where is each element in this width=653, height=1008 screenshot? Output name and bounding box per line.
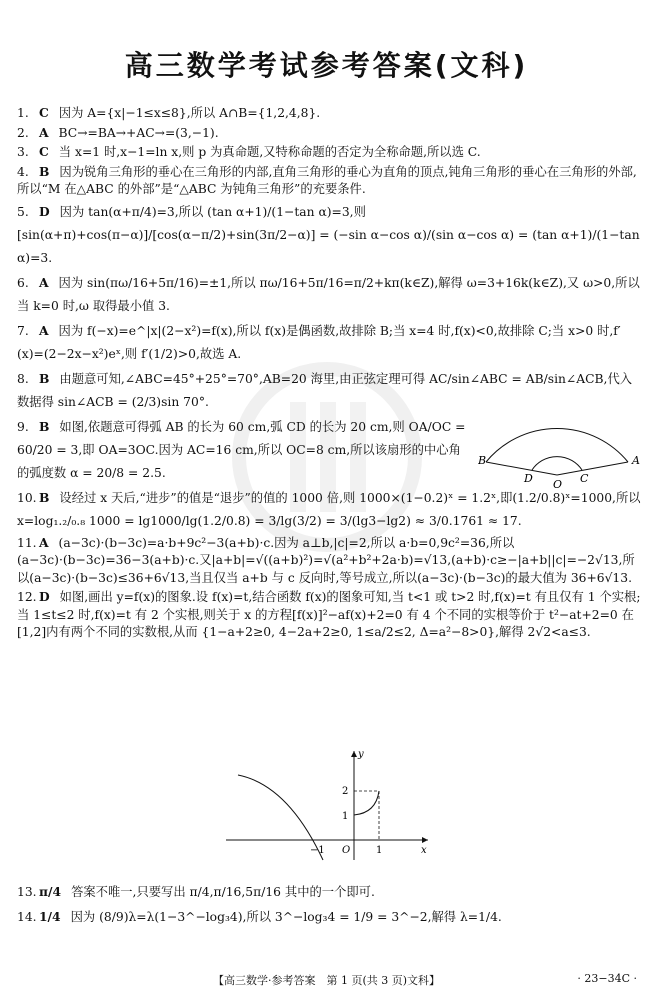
item-explanation: 当 x=1 时,x−1=ln x,则 p 为真命题,又特称命题的否定为全称命题,所以选 C. <box>58 145 481 159</box>
item-explanation: 答案不唯一,只要写出 π/4,π/16,5π/16 其中的一个即可. <box>71 885 375 899</box>
item-explanation: 设经过 x 天后,“进步”的值是“退步”的值的 1000 倍,则 1000×(1−0.2)ˣ = 1.2ˣ,即(1.2/0.8)ˣ=1000,所以 x=log₁.₂/₀.₈ 1000 = lg1000/lg(1.2/0.8) = 3/lg(3/2) = 3/(lg3−lg2) ≈ 3/0.1761 ≈ 17. <box>17 490 641 528</box>
item-number: 3. <box>17 145 29 159</box>
label-a: A <box>632 454 640 467</box>
answer-item-7 <box>17 319 642 366</box>
radius-oa <box>557 462 628 475</box>
item-explanation: 因为 tan(α+π/4)=3,所以 (tan α+1)/(1−tan α)=3,则 [sin(α+π)+cos(π−α)]/[cos(α−π/2)+sin(3π/2−α)] = (−sin α−cos α)/(sin α−cos α) = (tan α+1)/(1−tan α)=3. <box>17 204 640 265</box>
tick-2: 2 <box>342 786 349 797</box>
item-answer: π/4 <box>39 884 62 899</box>
label-b: B <box>478 454 487 467</box>
item-answer: A <box>39 322 49 338</box>
item-explanation: 如图,画出 y=f(x)的图象.设 f(x)=t,结合函数 f(x)的图象可知,当 t<1 或 t>2 时,f(x)=t 有且仅有 1 个实根;当 1≤t≤2 时,f(x)=t 有 2 个实根,则关于 x 的方程[f(x)]²−af(x)+2=0 有 4 个不同的实根等价于 t²−at+2=0 在[1,2]内有两个不同的实数根,从而 {1−a+2≥0, 4−2a+2≥0, 1≤a/2≤2, Δ=a²−8>0},解得 2√2<a≤3. <box>17 590 641 639</box>
item-answer: B <box>39 370 50 386</box>
answer-item-14 <box>17 905 642 929</box>
item-number: 1. <box>17 106 29 120</box>
arc-cd <box>532 457 582 470</box>
item-number: 4. <box>17 164 29 179</box>
item-number: 6. <box>17 275 29 290</box>
answer-list-fill <box>17 880 642 930</box>
answer-item-3 <box>17 143 642 162</box>
item-number: 8. <box>17 371 29 386</box>
answer-item-11 <box>17 534 642 588</box>
label-c: C <box>580 472 589 485</box>
curve-right <box>354 791 379 815</box>
item-number: 14. <box>17 910 37 924</box>
sector-figure <box>478 392 643 492</box>
item-explanation: 因为 A={x|−1≤x≤8},所以 A∩B={1,2,4,8}. <box>58 106 321 120</box>
item-answer: C <box>39 144 49 159</box>
item-explanation: 由题意可知,∠ABC=45°+25°=70°,AB=20 海里,由正弦定理可得 AC/sin∠ABC = AB/sin∠ACB,代入数据得 sin∠ACB = (2/3)sin 70°. <box>17 371 633 409</box>
item-number: 2. <box>17 125 29 140</box>
item-number: 12. <box>17 590 37 604</box>
item-explanation: 因为 sin(πω/16+5π/16)=±1,所以 πω/16+5π/16=π/2+kπ(k∈Z),解得 ω=3+16k(k∈Z),又 ω>0,所以当 k=0 时,ω 取得最小值 3. <box>17 275 640 313</box>
item-number: 11. <box>17 535 37 550</box>
item-number: 13. <box>17 885 37 899</box>
item-answer: D <box>39 589 50 604</box>
item-answer: B <box>39 163 50 179</box>
x-axis-arrow-icon <box>422 837 428 843</box>
radius-ob <box>486 462 557 475</box>
label-d: D <box>524 472 533 485</box>
answer-item-12 <box>17 588 642 642</box>
page-footer: 【高三数学·参考答案 第 1 页(共 3 页)文科】 <box>212 974 441 987</box>
page-id: · 23−34C · <box>577 972 637 985</box>
item-answer: A <box>39 274 49 290</box>
item-number: 5. <box>17 204 29 219</box>
answer-item-9 <box>17 415 472 485</box>
item-explanation: 因为锐角三角形的垂心在三角形的内部,直角三角形的垂心为直角的顶点,钝角三角形的垂心在三角形的外部,所以“M 在△ABC 的外部”是“△ABC 为钝角三角形”的充要条件. <box>17 164 637 196</box>
item-explanation: 因为 (8/9)λ=λ(1−3^−log₃4),所以 3^−log₃4 = 1/9 = 3^−2,解得 λ=1/4. <box>70 910 502 924</box>
label-y: y <box>358 749 364 760</box>
function-graph <box>218 745 438 865</box>
answer-item-1 <box>17 104 642 123</box>
answer-item-6 <box>17 271 642 318</box>
answer-item-5 <box>17 200 642 270</box>
answer-item-2 <box>17 124 642 143</box>
item-answer: C <box>39 105 49 120</box>
item-explanation: BC→=BA→+AC→=(3,−1). <box>58 125 219 140</box>
item-explanation: 因为 f(−x)=e^|x|(2−x²)=f(x),所以 f(x)是偶函数,故排除 B;当 x=4 时,f(x)<0,故排除 C;当 x>0 时,f′(x)=(2−2x−x²)eˣ,则 f′(1/2)>0,故选 A. <box>17 323 621 361</box>
item-explanation: 如图,依题意可得弧 AB 的长为 60 cm,弧 CD 的长为 20 cm,则 OA/OC = 60/20 = 3,即 OA=3OC.因为 AC=16 cm,所以 OC=8 cm,所以该扇形的中心角的弧度数 α = 20/8 = 2.5. <box>17 419 466 480</box>
item-answer: A <box>39 124 49 140</box>
answer-list <box>17 104 642 643</box>
item-answer: A <box>39 534 49 550</box>
answer-item-4 <box>17 163 642 199</box>
answer-item-10 <box>17 486 642 533</box>
item-number: 9. <box>17 419 29 434</box>
answer-item-13 <box>17 880 642 904</box>
label-origin: O <box>342 845 351 856</box>
item-explanation: (a−3c)·(b−3c)=a·b+9c²−3(a+b)·c.因为 a⊥b,|c|=2,所以 a·b=0,9c²=36,所以(a−3c)·(b−3c)=36−3(a+b)·c.又|a+b|=√((a+b)²)=√(a²+b²+2a·b)=√13,(a+b)·c≥−|a+b||c|=−2√13,所以(a−3c)·(b−3c)≤36+6√13,当且仅当 a+b 与 c 反向时,等号成立,所以(a−3c)·(b−3c)的最大值为 36+6√13. <box>17 535 635 585</box>
item-answer: 1/4 <box>39 909 61 924</box>
item-answer: B <box>39 418 50 434</box>
label-x: x <box>421 845 427 856</box>
tick-x1: 1 <box>376 845 383 856</box>
item-number: 7. <box>17 323 29 338</box>
y-axis-arrow-icon <box>351 751 357 757</box>
item-answer: D <box>39 203 50 219</box>
item-answer: B <box>39 489 50 505</box>
tick-neg1: −1 <box>310 845 325 856</box>
item-number: 10. <box>17 490 37 505</box>
page-title: 高三数学考试参考答案(文科) <box>124 49 529 82</box>
tick-1: 1 <box>342 811 349 822</box>
label-o: O <box>553 478 563 491</box>
